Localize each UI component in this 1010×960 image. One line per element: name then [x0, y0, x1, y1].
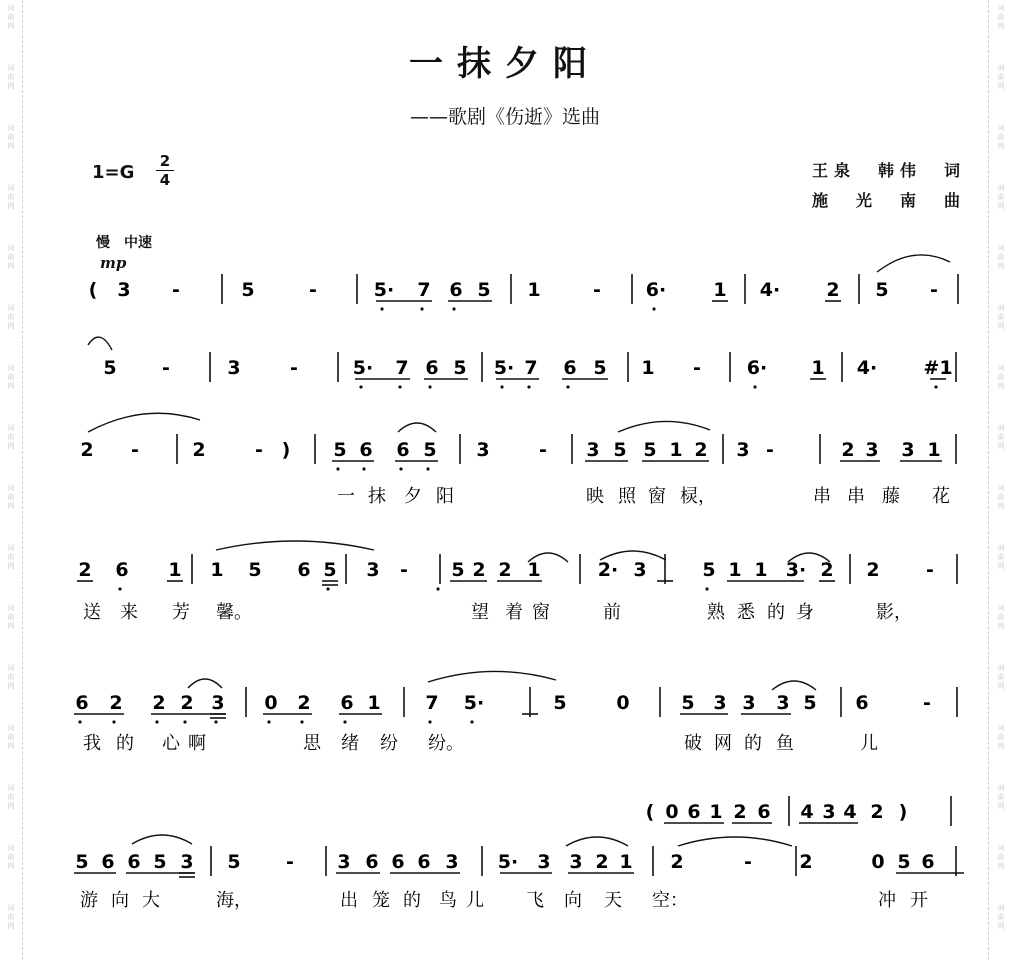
lyric-char: 悉: [737, 602, 755, 623]
lyricist-credit: 王泉 韩伟 词: [811, 161, 966, 180]
note: 0: [665, 801, 679, 823]
note: 5: [593, 357, 607, 379]
lyric-char: 冲: [878, 890, 896, 911]
lyric-char: 我: [83, 733, 101, 754]
watermark-text: 词 曲 网: [997, 124, 1005, 150]
slur: [88, 413, 200, 432]
note: 5: [553, 692, 567, 714]
slur: [618, 421, 710, 432]
lyric-char: 破: [684, 733, 702, 754]
watermark-text: 词 曲 网: [7, 64, 15, 90]
note: 6: [449, 279, 463, 301]
note: -: [286, 851, 294, 873]
note: 5: [227, 851, 241, 873]
note: 2: [595, 851, 609, 873]
slur: [566, 837, 628, 846]
note: 6: [425, 357, 439, 379]
watermark-text: 词 曲 网: [7, 304, 15, 330]
note: 3: [337, 851, 351, 873]
note: 6: [101, 851, 115, 873]
note: 3: [633, 559, 647, 581]
note: 5: [103, 357, 117, 379]
note: 5: [897, 851, 911, 873]
note: 2: [192, 439, 206, 461]
note: -: [923, 692, 931, 714]
note: 1: [811, 357, 825, 379]
note: 0: [264, 692, 278, 714]
watermark-text: 词 曲 网: [997, 724, 1005, 750]
tempo-marking: 慢 中速: [96, 235, 152, 251]
slur: [132, 835, 192, 844]
watermark-text: 词 曲 网: [997, 784, 1005, 810]
slur: [428, 671, 556, 682]
note: 5·: [352, 357, 374, 379]
watermark-text: 词 曲 网: [7, 364, 15, 390]
watermark-text: 词 曲 网: [7, 124, 15, 150]
note: 1: [619, 851, 633, 873]
note: 1: [527, 559, 541, 581]
note: 3: [445, 851, 459, 873]
lyric-char: 啊: [188, 733, 206, 754]
note: 3: [776, 692, 790, 714]
lyric-char: 送: [83, 602, 101, 623]
note: -: [593, 279, 601, 301]
note: -: [930, 279, 938, 301]
time-signature-numerator: 2: [156, 152, 174, 171]
low-octave-dot: [78, 720, 81, 723]
note: 3: [476, 439, 490, 461]
note: 5: [241, 279, 255, 301]
lyric-char: 窗: [532, 602, 550, 623]
note: 2: [109, 692, 123, 714]
note: 4: [800, 801, 814, 823]
note: 5: [681, 692, 695, 714]
note: 5: [643, 439, 657, 461]
note: 5: [75, 851, 89, 873]
watermark-text: 词 曲 网: [997, 424, 1005, 450]
note: 3: [901, 439, 915, 461]
watermark-text: 词 曲 网: [997, 304, 1005, 330]
note: 2: [870, 801, 884, 823]
lyric-char: 棂，: [680, 486, 716, 507]
lyric-char: 前: [603, 602, 621, 623]
note: 6: [391, 851, 405, 873]
note: -: [172, 279, 180, 301]
note: 1: [367, 692, 381, 714]
note: 7: [425, 692, 439, 714]
note: 5: [451, 559, 465, 581]
watermark-text: 词 曲 网: [997, 244, 1005, 270]
note: 1: [709, 801, 723, 823]
note: 2: [670, 851, 684, 873]
lyric-char: 鱼: [776, 733, 794, 754]
note: 3: [736, 439, 750, 461]
slur: [772, 681, 816, 690]
lyric-char: 照: [618, 486, 636, 507]
note: 1: [728, 559, 742, 581]
lyric-char: 馨。: [216, 602, 252, 623]
note: 6: [359, 439, 373, 461]
note: 6: [855, 692, 869, 714]
note: 7: [524, 357, 538, 379]
low-octave-dot: [705, 587, 708, 590]
song-title: 一抹夕阳: [409, 44, 601, 84]
note: 2: [297, 692, 311, 714]
note: 6: [340, 692, 354, 714]
watermark-text: 词 曲 网: [997, 664, 1005, 690]
watermark-text: 词 曲 网: [7, 184, 15, 210]
note: -: [290, 357, 298, 379]
note: 5: [248, 559, 262, 581]
lyric-char: 映: [586, 486, 604, 507]
lyric-char: 芳: [172, 602, 190, 623]
low-octave-dot: [436, 587, 439, 590]
low-octave-dot: [112, 720, 115, 723]
note: 2·: [597, 559, 619, 581]
note: 5·: [497, 851, 519, 873]
low-octave-dot: [300, 720, 303, 723]
note: ): [281, 439, 291, 461]
note: 5: [875, 279, 889, 301]
watermark-text: 词 曲 网: [7, 244, 15, 270]
low-octave-dot: [267, 720, 270, 723]
note: 3: [586, 439, 600, 461]
note: 2: [80, 439, 94, 461]
watermark-text: 词 曲 网: [7, 664, 15, 690]
low-octave-dot: [527, 385, 530, 388]
slur: [678, 837, 792, 846]
lyric-char: 着: [505, 602, 523, 623]
lyric-char: 串: [813, 486, 831, 507]
slur: [88, 337, 112, 350]
watermark-text: 词 曲 网: [7, 424, 15, 450]
note: 3: [537, 851, 551, 873]
note: 7: [395, 357, 409, 379]
note: 2: [733, 801, 747, 823]
lyric-char: 纷: [380, 733, 398, 754]
low-octave-dot: [336, 467, 339, 470]
lyric-char: 的: [744, 733, 762, 754]
watermark-text: 词 曲 网: [7, 784, 15, 810]
low-octave-dot: [155, 720, 158, 723]
note: 5·: [463, 692, 485, 714]
lyric-char: 夕: [404, 486, 422, 507]
note: 5: [153, 851, 167, 873]
note: 6: [115, 559, 129, 581]
note: 6·: [746, 357, 768, 379]
note: 4·: [759, 279, 781, 301]
watermark-text: 词 曲 网: [7, 904, 15, 930]
lyric-char: 心: [162, 733, 180, 754]
note: 7: [417, 279, 431, 301]
low-octave-dot: [398, 385, 401, 388]
slur: [398, 423, 436, 432]
song-subtitle: ——歌剧《伤逝》选曲: [409, 106, 600, 128]
lyric-char: 网: [714, 733, 732, 754]
note: 2: [820, 559, 834, 581]
note: 0: [871, 851, 885, 873]
watermark-text: 词 曲 网: [997, 604, 1005, 630]
low-octave-dot: [452, 307, 455, 310]
lyric-char: 思: [303, 733, 321, 754]
low-octave-dot: [470, 720, 473, 723]
low-octave-dot: [343, 720, 346, 723]
note: -: [309, 279, 317, 301]
note: 6: [757, 801, 771, 823]
note: 6: [687, 801, 701, 823]
low-octave-dot: [399, 467, 402, 470]
lyric-char: 向: [111, 890, 129, 911]
note: 5: [477, 279, 491, 301]
lyric-char: 向: [564, 890, 582, 911]
lyric-char: 的: [403, 890, 421, 911]
note: 3: [713, 692, 727, 714]
note: 1: [527, 279, 541, 301]
lyric-char: 熟: [707, 602, 725, 623]
slur: [216, 541, 374, 550]
note: -: [744, 851, 752, 873]
slur: [877, 255, 950, 272]
note: -: [400, 559, 408, 581]
lyric-char: 海，: [216, 890, 252, 911]
low-octave-dot: [426, 467, 429, 470]
low-octave-dot: [214, 720, 217, 723]
low-octave-dot: [183, 720, 186, 723]
note: 3: [227, 357, 241, 379]
note: 3: [865, 439, 879, 461]
lyric-char: 儿: [466, 890, 484, 911]
lyric-char: 的: [116, 733, 134, 754]
key-signature: 1=G: [92, 162, 135, 183]
lyric-char: 藤: [882, 486, 900, 507]
note: 2: [180, 692, 194, 714]
note: 2: [152, 692, 166, 714]
dynamics-marking: mp: [100, 254, 127, 272]
note: (: [88, 279, 98, 301]
lyric-char: 影，: [876, 602, 912, 623]
watermark-text: 词 曲 网: [997, 544, 1005, 570]
note: -: [766, 439, 774, 461]
note: 1: [210, 559, 224, 581]
watermark-text: 词 曲 网: [997, 64, 1005, 90]
lyric-char: 花: [932, 486, 950, 507]
note: 5: [333, 439, 347, 461]
lyric-char: 空：: [652, 890, 688, 911]
low-octave-dot: [652, 307, 655, 310]
note: 6: [75, 692, 89, 714]
low-octave-dot: [566, 385, 569, 388]
lyric-char: 窗: [648, 486, 666, 507]
watermark-text: 词 曲 网: [997, 844, 1005, 870]
watermark-text: 词 曲 网: [7, 544, 15, 570]
note: 5·: [373, 279, 395, 301]
note: 3: [569, 851, 583, 873]
low-octave-dot: [500, 385, 503, 388]
note: (: [645, 801, 655, 823]
lyric-char: 笼: [372, 890, 390, 911]
low-octave-dot: [420, 307, 423, 310]
note: 3: [742, 692, 756, 714]
lyric-char: 绪: [341, 733, 359, 754]
low-octave-dot: [380, 307, 383, 310]
lyric-char: 串: [847, 486, 865, 507]
note: 1: [927, 439, 941, 461]
note: -: [255, 439, 263, 461]
lyric-char: 游: [80, 890, 98, 911]
lyric-char: 出: [340, 890, 358, 911]
lyric-char: 纷。: [428, 733, 464, 754]
note: 3: [366, 559, 380, 581]
lyric-char: 鸟: [439, 890, 457, 911]
low-octave-dot: [362, 467, 365, 470]
lyric-char: 来: [120, 602, 138, 623]
note: 1: [168, 559, 182, 581]
note: ): [898, 801, 908, 823]
watermark-text: 词 曲 网: [7, 604, 15, 630]
watermark-text: 词 曲 网: [997, 184, 1005, 210]
lyric-char: 天: [604, 890, 622, 911]
watermark-text: 词 曲 网: [997, 4, 1005, 30]
composer-credit: 施 光 南 曲: [811, 191, 966, 210]
note: 1: [641, 357, 655, 379]
lyric-char: 抹: [368, 486, 386, 507]
low-octave-dot: [359, 385, 362, 388]
watermark-text: 词 曲 网: [7, 484, 15, 510]
note: 2: [78, 559, 92, 581]
note: 6·: [645, 279, 667, 301]
note: 5: [453, 357, 467, 379]
watermark-text: 词 曲 网: [7, 4, 15, 30]
lyric-char: 的: [767, 602, 785, 623]
note: 2: [498, 559, 512, 581]
low-octave-dot: [326, 587, 329, 590]
lyric-char: 一: [337, 486, 355, 507]
watermark-text: 词 曲 网: [997, 484, 1005, 510]
lyric-char: 身: [796, 602, 814, 623]
note: 5: [803, 692, 817, 714]
note: 3·: [785, 559, 807, 581]
note: 5: [323, 559, 337, 581]
watermark-text: 词 曲 网: [997, 904, 1005, 930]
low-octave-dot: [753, 385, 756, 388]
note: 2: [472, 559, 486, 581]
note: 6: [921, 851, 935, 873]
note: -: [693, 357, 701, 379]
note: -: [162, 357, 170, 379]
note: 2: [866, 559, 880, 581]
note: #1: [923, 357, 953, 379]
note: 6: [127, 851, 141, 873]
note: 3: [180, 851, 194, 873]
lyric-char: 望: [471, 602, 489, 623]
note: 3: [117, 279, 131, 301]
watermark-text: 词 曲 网: [997, 364, 1005, 390]
lyric-char: 阳: [436, 486, 454, 507]
note: 0: [616, 692, 630, 714]
note: 5·: [493, 357, 515, 379]
note: 6: [563, 357, 577, 379]
low-octave-dot: [118, 587, 121, 590]
note: 2: [799, 851, 813, 873]
slur: [188, 679, 222, 688]
note: -: [131, 439, 139, 461]
note: 1: [713, 279, 727, 301]
note: -: [539, 439, 547, 461]
note: 2: [826, 279, 840, 301]
watermark-text: 词 曲 网: [7, 724, 15, 750]
note: 6: [396, 439, 410, 461]
note: 1: [754, 559, 768, 581]
note: 5: [613, 439, 627, 461]
lyric-char: 儿: [860, 733, 878, 754]
note: 6: [365, 851, 379, 873]
note: 1: [669, 439, 683, 461]
note: 2: [694, 439, 708, 461]
watermark-text: 词 曲 网: [7, 844, 15, 870]
note: 4·: [856, 357, 878, 379]
time-signature-denominator: 4: [159, 171, 171, 189]
note: -: [926, 559, 934, 581]
lyric-char: 大: [142, 890, 160, 911]
note: 6: [417, 851, 431, 873]
note: 3: [211, 692, 225, 714]
lyric-char: 飞: [526, 890, 544, 911]
note: 5: [423, 439, 437, 461]
note: 4: [843, 801, 857, 823]
note: 6: [297, 559, 311, 581]
note: 2: [841, 439, 855, 461]
note: 5: [702, 559, 716, 581]
low-octave-dot: [428, 720, 431, 723]
low-octave-dot: [428, 385, 431, 388]
lyric-char: 开: [910, 890, 928, 911]
low-octave-dot: [934, 385, 937, 388]
note: 3: [822, 801, 836, 823]
